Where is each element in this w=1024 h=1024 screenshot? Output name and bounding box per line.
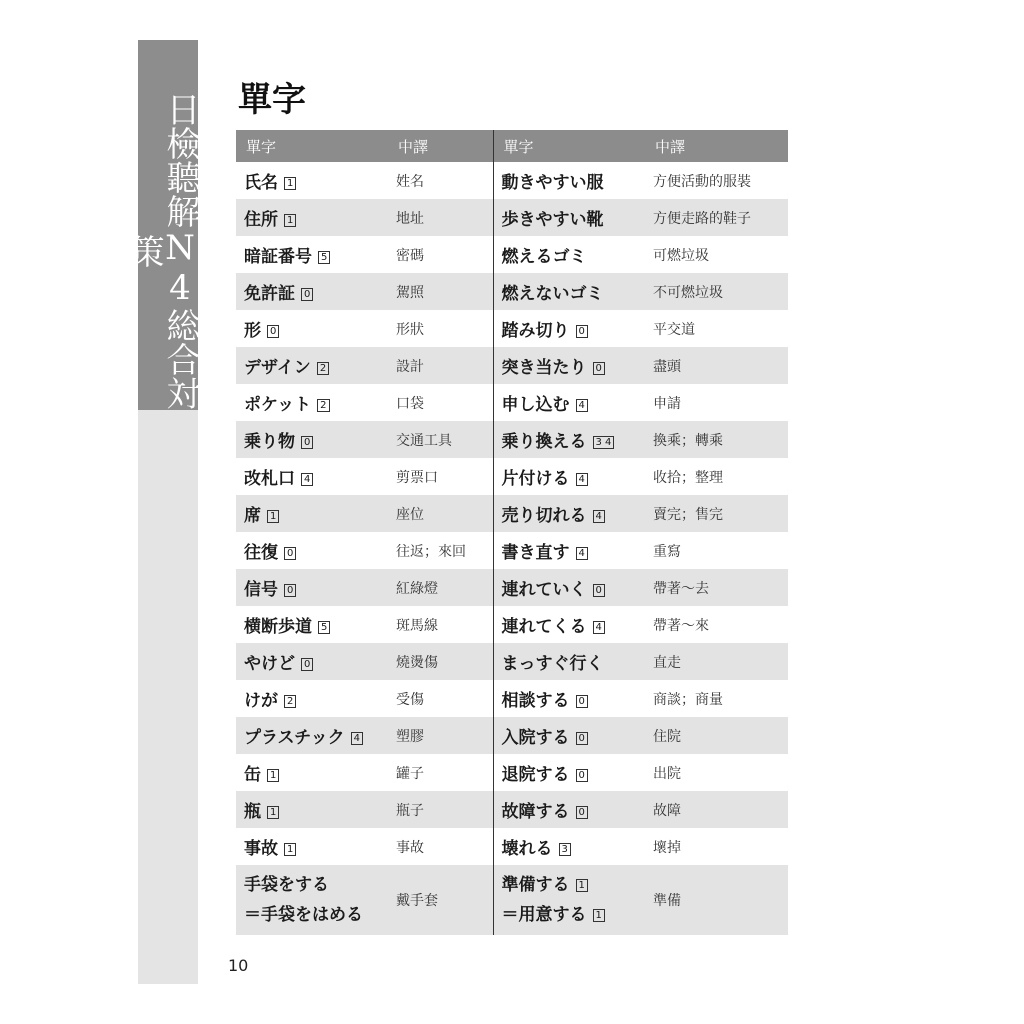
left-word-cell <box>236 606 388 643</box>
left-meaning: 紅綠燈 <box>388 569 493 606</box>
table-header-row <box>236 130 788 162</box>
table-row <box>236 421 788 458</box>
right-meaning: 方便活動的服裝 <box>653 173 751 190</box>
left-meaning: 瓶子 <box>388 791 493 828</box>
table-row <box>236 495 788 532</box>
accent-badge: 4 <box>301 473 313 486</box>
right-meaning: 方便走路的鞋子 <box>645 199 788 236</box>
left-meaning: 交通工具 <box>388 421 493 458</box>
right-word-cell <box>493 865 645 935</box>
table-row <box>236 199 788 236</box>
right-meaning: 不可燃垃圾 <box>645 273 788 310</box>
right-word: 突き当たり <box>501 358 587 378</box>
right-meaning: 收拾；整理 <box>653 469 723 486</box>
left-word: 改札口 <box>244 469 295 489</box>
left-word: 氏名 <box>244 173 278 193</box>
right-meaning: 直走 <box>645 643 788 680</box>
accent-badge: 2 <box>284 695 296 708</box>
left-meaning: 駕照 <box>388 273 493 310</box>
left-word: 席 <box>244 506 261 526</box>
accent-badge: 0 <box>284 584 296 597</box>
side-tab <box>124 40 200 984</box>
accent-badge: 0 <box>593 584 605 597</box>
right-word: 退院する <box>501 765 570 785</box>
table-row <box>236 532 788 569</box>
right-meaning: 換乘；轉乘 <box>645 421 788 458</box>
left-word: デザイン <box>244 358 311 378</box>
accent-badge: 0 <box>576 325 588 338</box>
right-word-cell <box>493 421 645 458</box>
right-word: 乗り換える <box>501 432 587 452</box>
accent-badge: 0 <box>576 732 588 745</box>
right-meaning: 出院 <box>653 765 681 782</box>
table-row <box>236 384 788 421</box>
left-meaning: 塑膠 <box>388 717 493 754</box>
left-word-cell <box>236 458 388 495</box>
accent-badge: 0 <box>576 695 588 708</box>
accent-badge: 0 <box>301 436 313 449</box>
left-word-cell <box>236 828 388 865</box>
right-meaning: 住院 <box>645 717 788 754</box>
header-meaning-2: 中譯 <box>645 130 788 162</box>
right-meaning: 壞掉 <box>653 839 681 856</box>
right-word: 連れてくる <box>501 617 587 637</box>
vocabulary-table <box>236 130 788 935</box>
left-meaning: 口袋 <box>396 395 424 412</box>
left-word: 瓶 <box>244 802 261 822</box>
right-word-cell <box>493 162 645 199</box>
accent-badge: 4 <box>351 732 363 745</box>
right-word: 連れていく <box>501 580 587 600</box>
right-word: 申し込む <box>501 395 570 415</box>
left-word: 住所 <box>244 210 278 230</box>
right-word: 歩きやすい靴 <box>501 210 604 230</box>
left-meaning: 燒燙傷 <box>388 643 493 680</box>
left-word-cell <box>236 791 388 828</box>
header-word: 單字 <box>236 130 388 162</box>
accent-badge: 1 <box>267 806 279 819</box>
left-word: けが <box>244 691 278 711</box>
right-word-cell <box>493 384 645 421</box>
accent-badge: 1 <box>576 879 588 892</box>
right-word-cell <box>493 458 645 495</box>
page-number: 10 <box>228 956 249 975</box>
right-meaning: 賣完；售完 <box>645 495 788 532</box>
table-row <box>236 347 788 384</box>
right-word: 売り切れる <box>501 506 587 526</box>
accent-badge: 3 4 <box>593 436 615 449</box>
right-word: 書き直す <box>501 543 570 563</box>
left-meaning: 地址 <box>388 199 493 236</box>
header-meaning: 中譯 <box>388 130 493 162</box>
accent-badge: 1 <box>284 177 296 190</box>
accent-badge: 1 <box>593 909 605 922</box>
right-meaning: 可燃垃圾 <box>653 247 709 264</box>
left-word-cell <box>236 495 388 532</box>
accent-badge: 3 <box>559 843 571 856</box>
left-meaning: 受傷 <box>396 691 424 708</box>
accent-badge: 4 <box>576 547 588 560</box>
book-title: 日檢聽解N4総合対策 <box>124 92 200 410</box>
left-word: 免許証 <box>244 284 295 304</box>
right-meaning: 帶著～來 <box>653 617 709 634</box>
left-word-cell <box>236 865 388 935</box>
left-word-cell <box>236 680 388 717</box>
right-word-cell <box>493 717 645 754</box>
right-word-cell <box>493 828 645 865</box>
table-row <box>236 273 788 310</box>
left-meaning: 設計 <box>388 347 493 384</box>
left-meaning: 姓名 <box>396 173 424 190</box>
left-meaning: 斑馬線 <box>396 617 438 634</box>
accent-badge: 5 <box>318 621 330 634</box>
right-word: まっすぐ行く <box>501 654 604 674</box>
accent-badge: 4 <box>593 621 605 634</box>
accent-badge: 2 <box>317 399 329 412</box>
accent-badge: 1 <box>284 214 296 227</box>
left-word: ポケット <box>244 395 312 415</box>
left-word-cell <box>236 273 388 310</box>
table-row <box>236 162 788 199</box>
accent-badge: 0 <box>576 769 588 782</box>
left-word-cell <box>236 384 388 421</box>
right-word: 入院する <box>501 728 570 748</box>
table-row <box>236 643 788 680</box>
left-word-cell <box>236 236 388 273</box>
left-word-cell <box>236 421 388 458</box>
left-meaning: 事故 <box>396 839 424 856</box>
left-word: 缶 <box>244 765 261 785</box>
right-word-cell <box>493 310 645 347</box>
left-word-cell <box>236 754 388 791</box>
right-meaning: 故障 <box>645 791 788 828</box>
right-meaning: 平交道 <box>653 321 695 338</box>
accent-badge: 1 <box>267 510 279 523</box>
left-meaning: 往返；來回 <box>396 543 466 560</box>
right-meaning: 盡頭 <box>645 347 788 384</box>
accent-badge: 4 <box>593 510 605 523</box>
right-word-cell <box>493 680 645 717</box>
left-word-line-1: 手袋をする <box>244 875 329 895</box>
right-meaning: 重寫 <box>653 543 681 560</box>
accent-badge: 0 <box>284 547 296 560</box>
accent-badge: 0 <box>593 362 605 375</box>
accent-badge: 5 <box>318 251 330 264</box>
left-meaning: 密碼 <box>396 247 424 264</box>
right-word-cell <box>493 495 645 532</box>
left-meaning: 戴手套 <box>388 865 493 935</box>
table-row <box>236 717 788 754</box>
table-row <box>236 754 788 791</box>
left-word-cell <box>236 717 388 754</box>
right-word-cell <box>493 347 645 384</box>
accent-badge: 0 <box>301 658 313 671</box>
table-row <box>236 310 788 347</box>
left-word: 横断歩道 <box>244 617 312 637</box>
left-word-cell <box>236 347 388 384</box>
right-word-cell <box>493 236 645 273</box>
right-word-cell <box>493 754 645 791</box>
accent-badge: 0 <box>267 325 279 338</box>
side-tab-title-box <box>124 40 200 410</box>
left-word: 信号 <box>244 580 278 600</box>
table-row <box>236 458 788 495</box>
right-meaning: 申請 <box>653 395 681 412</box>
right-meaning: 商談；商量 <box>653 691 723 708</box>
right-word-cell <box>493 199 645 236</box>
table-row <box>236 569 788 606</box>
table-row <box>236 865 788 935</box>
right-word-cell <box>493 643 645 680</box>
table-row <box>236 828 788 865</box>
left-word-cell <box>236 162 388 199</box>
header-word-2: 單字 <box>493 130 645 162</box>
right-word-cell <box>493 532 645 569</box>
left-meaning: 罐子 <box>396 765 424 782</box>
left-word-cell <box>236 199 388 236</box>
left-word-cell <box>236 569 388 606</box>
right-word-line-2: ＝用意する <box>501 905 587 925</box>
left-word-cell <box>236 310 388 347</box>
left-word: 形 <box>244 321 261 341</box>
page-title: 單字 <box>238 80 306 120</box>
right-word: 動きやすい服 <box>501 173 604 193</box>
left-meaning: 剪票口 <box>396 469 438 486</box>
left-word-cell <box>236 532 388 569</box>
right-word: 踏み切り <box>501 321 570 341</box>
left-meaning: 形狀 <box>396 321 424 338</box>
accent-badge: 2 <box>317 362 329 375</box>
right-word: 燃えるゴミ <box>501 247 587 267</box>
right-word-line-1: 準備する <box>501 875 570 895</box>
accent-badge: 0 <box>576 806 588 819</box>
left-word: やけど <box>244 654 295 674</box>
accent-badge: 4 <box>576 473 588 486</box>
right-word: 燃えないゴミ <box>501 284 604 304</box>
left-word: 事故 <box>244 839 278 859</box>
right-word: 故障する <box>501 802 570 822</box>
right-meaning: 準備 <box>645 865 788 935</box>
left-word: 往復 <box>244 543 278 563</box>
left-word-line-2: ＝手袋をはめる <box>244 905 363 925</box>
accent-badge: 4 <box>576 399 588 412</box>
table-row <box>236 791 788 828</box>
table-row <box>236 236 788 273</box>
right-meaning: 帶著～去 <box>645 569 788 606</box>
left-word: 乗り物 <box>244 432 295 452</box>
left-meaning: 座位 <box>388 495 493 532</box>
right-word: 片付ける <box>501 469 570 489</box>
right-word-cell <box>493 791 645 828</box>
right-word-cell <box>493 273 645 310</box>
table-row <box>236 606 788 643</box>
right-word: 相談する <box>501 691 570 711</box>
right-word: 壊れる <box>501 839 553 859</box>
accent-badge: 1 <box>267 769 279 782</box>
right-word-cell <box>493 569 645 606</box>
right-word-cell <box>493 606 645 643</box>
left-word: プラスチック <box>244 728 345 748</box>
left-word: 暗証番号 <box>244 247 312 267</box>
left-word-cell <box>236 643 388 680</box>
accent-badge: 1 <box>284 843 296 856</box>
table-row <box>236 680 788 717</box>
accent-badge: 0 <box>301 288 313 301</box>
